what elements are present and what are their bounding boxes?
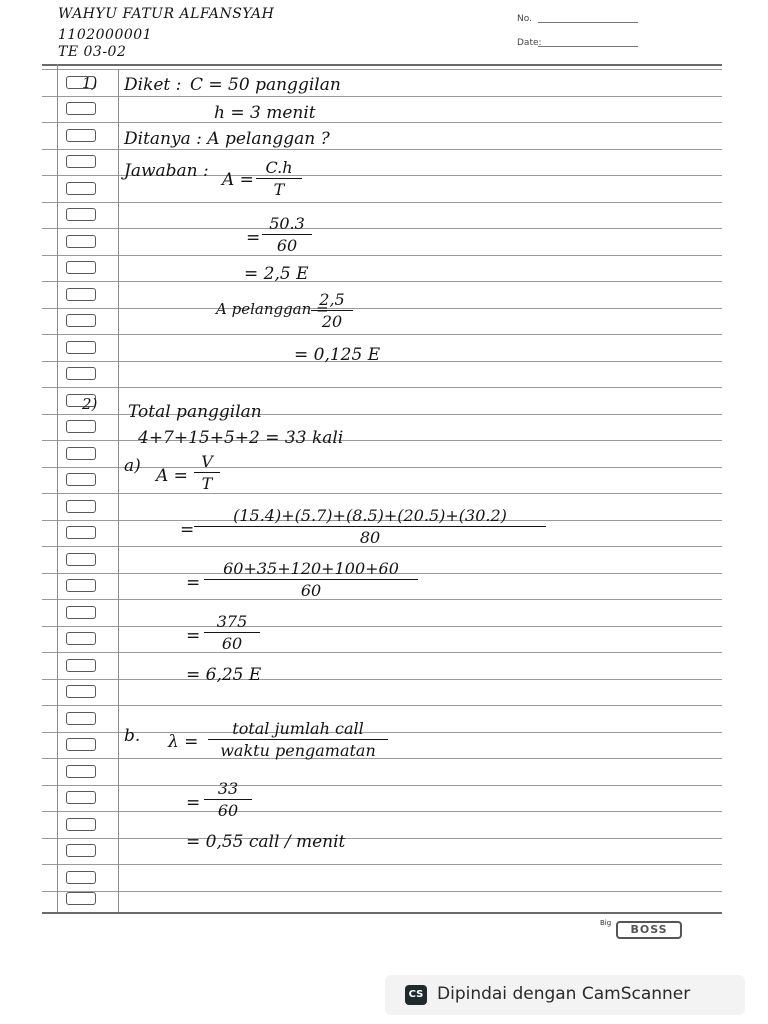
problem-2-a-step1-equals: = bbox=[180, 520, 195, 540]
problem-1-per-fraction bbox=[311, 290, 353, 331]
problem-1-step1-denominator: 60 bbox=[276, 236, 298, 255]
problem-2-a-step1-numerator: (15.4)+(5.7)+(8.5)+(20.5)+(30.2) bbox=[233, 506, 507, 525]
problem-1-step2: = 2,5 E bbox=[244, 264, 309, 284]
problem-1-number: 1) bbox=[82, 74, 98, 92]
date-line bbox=[538, 46, 638, 47]
problem-1-per-numerator: 2,5 bbox=[319, 290, 345, 309]
problem-2-a-formula-denominator: T bbox=[201, 474, 213, 493]
problem-2-a-step2-equals: = bbox=[186, 573, 201, 593]
problem-1-step1-numerator: 50.3 bbox=[269, 214, 305, 233]
problem-2-b-step1-numerator: 33 bbox=[217, 779, 239, 798]
problem-2-b-step1-denominator: 60 bbox=[217, 801, 239, 820]
camscanner-icon: CS bbox=[405, 985, 427, 1005]
problem-2-a-step3-equals: = bbox=[186, 626, 201, 646]
problem-1-known-h: h = 3 menit bbox=[214, 103, 316, 123]
notebook-logo: BOSS bbox=[616, 921, 682, 939]
problem-2-b-result: = 0,55 call / menit bbox=[186, 832, 346, 852]
problem-2-a-step2-numerator: 60+35+120+100+60 bbox=[223, 559, 399, 578]
problem-2-a-step3-numerator: 375 bbox=[216, 612, 248, 631]
student-name: WAHYU FATUR ALFANSYAH bbox=[58, 6, 275, 22]
problem-1-per-lhs: A pelanggan = bbox=[216, 300, 329, 318]
problem-1-formula-lhs: A = bbox=[222, 170, 254, 190]
no-label: No. bbox=[517, 14, 532, 24]
problem-2-a-result: = 6,25 E bbox=[186, 665, 262, 685]
no-line bbox=[538, 22, 638, 23]
problem-2-a-formula-lhs: A = bbox=[156, 466, 188, 486]
student-id: 1102000001 bbox=[58, 27, 153, 43]
problem-2-a-formula-fraction bbox=[194, 452, 220, 493]
problem-2-a-step2-fraction bbox=[204, 559, 418, 600]
problem-2-b-label: b. bbox=[124, 726, 141, 746]
camscanner-text: Dipindai dengan CamScanner bbox=[437, 984, 691, 1004]
problem-2-total-sum: 4+7+15+5+2 = 33 kali bbox=[138, 428, 344, 448]
problem-1-known-label: Diket : bbox=[124, 75, 182, 95]
problem-2-b-step1-equals: = bbox=[186, 793, 201, 813]
problem-2-a-step3-fraction bbox=[204, 612, 260, 653]
problem-1-known-c: C = 50 panggilan bbox=[190, 75, 341, 95]
column-margin-line bbox=[118, 69, 119, 912]
problem-1-formula-numerator: C.h bbox=[265, 158, 293, 177]
problem-1-step1-fraction bbox=[262, 214, 312, 255]
problem-2-b-formula-denominator: waktu pengamatan bbox=[220, 741, 376, 760]
problem-2-a-step3-denominator: 60 bbox=[221, 634, 243, 653]
date-label: Date: bbox=[517, 38, 542, 48]
problem-1-step1-equals: = bbox=[246, 228, 261, 248]
problem-2-a-step2-denominator: 60 bbox=[300, 581, 322, 600]
problem-2-b-formula-numerator: total jumlah call bbox=[232, 719, 364, 738]
brand-small-text: Big bbox=[600, 919, 612, 927]
problem-2-a-label: a) bbox=[124, 456, 141, 476]
problem-1-formula-fraction bbox=[256, 158, 302, 199]
problem-1-per-result: = 0,125 E bbox=[294, 345, 381, 365]
problem-1-per-denominator: 20 bbox=[321, 312, 343, 331]
problem-1-asked: Ditanya : A pelanggan ? bbox=[124, 129, 330, 149]
problem-1-answer-label: Jawaban : bbox=[124, 161, 209, 181]
problem-2-a-step1-denominator: 80 bbox=[359, 528, 381, 547]
problem-2-b-formula-fraction bbox=[208, 719, 388, 760]
left-margin-line bbox=[57, 64, 58, 912]
problem-2-number: 2) bbox=[82, 395, 98, 413]
problem-2-b-step1-fraction bbox=[204, 779, 252, 820]
camscanner-watermark bbox=[385, 975, 745, 1015]
problem-2-b-formula-lhs: λ = bbox=[168, 732, 199, 752]
class-code: TE 03-02 bbox=[58, 44, 127, 60]
problem-2-a-formula-numerator: V bbox=[201, 452, 213, 471]
problem-1-formula-denominator: T bbox=[273, 180, 285, 199]
problem-2-total-label: Total panggilan bbox=[128, 402, 262, 422]
problem-2-a-step1-fraction bbox=[194, 506, 546, 547]
